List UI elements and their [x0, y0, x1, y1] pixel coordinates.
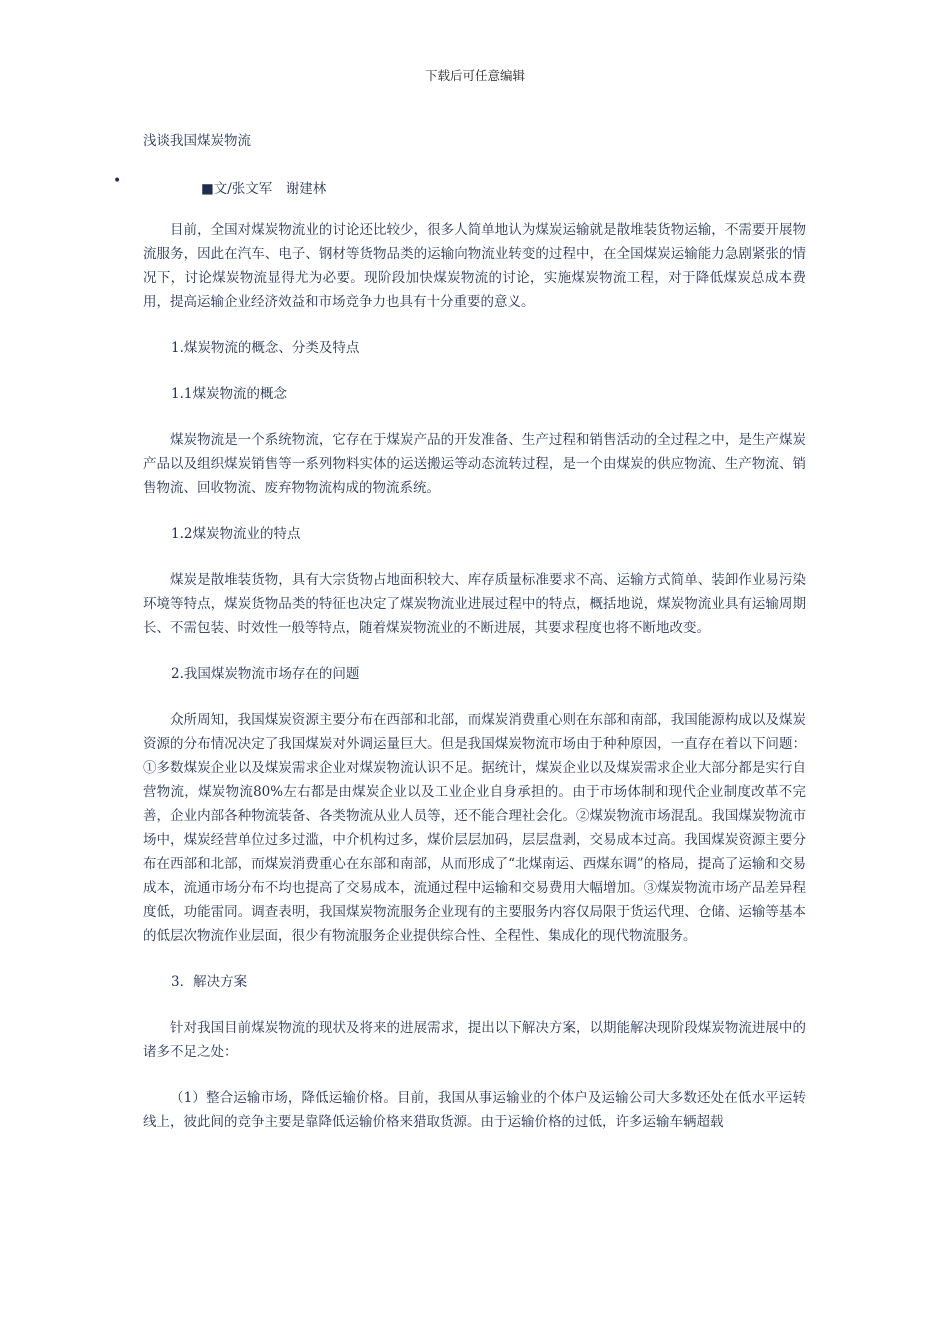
section-heading-1: 1.煤炭物流的概念、分类及特点: [171, 340, 360, 356]
author-line: ■文/张文军 谢建林: [201, 181, 327, 197]
document-title: 浅谈我国煤炭物流: [143, 133, 251, 149]
intro-paragraph: 目前，全国对煤炭物流业的讨论还比较少，很多人简单地认为煤炭运输就是散堆装货物运输，不需要开展物流服务，因此在汽车、电子、钢材等货物品类的运输向物流业转变的过程中，在全国煤炭运输能力急剧紧张的情况下，讨论煤炭物流显得尤为必要。现阶段加快煤炭物流的讨论，实施煤炭物流工程，对于降低煤炭总成本费用，提高运输企业经济效益和市场竞争力也具有十分重要的意义。: [143, 222, 806, 310]
section-heading-2: 2.我国煤炭物流市场存在的问题: [171, 666, 360, 682]
paragraph-1-2: 煤炭是散堆装货物，具有大宗货物占地面积较大、库存质量标准要求不高、运输方式简单、装卸作业易污染环境等特点，煤炭货物品类的特征也决定了煤炭物流业进展过程中的特点，概括地说，煤炭物流业具有运输周期长、不需包装、时效性一般等特点，随着煤炭物流业的不断进展，其要求程度也将不断地改变。: [143, 572, 806, 636]
section-heading-3: 3．解决方案: [171, 974, 248, 990]
paragraph-2: 众所周知，我国煤炭资源主要分布在西部和北部，而煤炭消费重心则在东部和南部，我国能源构成以及煤炭资源的分布情况决定了我国煤炭对外调运量巨大。但是我国煤炭物流市场由于种种原因，一直存在着以下问题：①多数煤炭企业以及煤炭需求企业对煤炭物流认识不足。据统计，煤炭企业以及煤炭需求企业大部分都是实行自营物流，煤炭物流80%左右都是由煤炭企业以及工业企业自身承担的。由于市场体制和现代企业制度改革不完善，企业内部各种物流装备、各类物流从业人员等，还不能合理社会化。②煤炭物流市场混乱。我国煤炭物流市场中，煤炭经营单位过多过滥，中介机构过多，煤价层层加码，层层盘剥，交易成本过高。我国煤炭资源主要分布在西部和北部，而煤炭消费重心在东部和南部，从而形成了“北煤南运、西煤东调”的格局，提高了运输和交易成本，流通市场分布不均也提高了交易成本，流通过程中运输和交易费用大幅增加。③煤炭物流市场产品差异程度低，功能雷同。调查表明，我国煤炭物流服务企业现有的主要服务内容仅局限于货运代理、仓储、运输等基本的低层次物流作业层面，很少有物流服务企业提供综合性、全程性、集成化的现代物流服务。: [143, 712, 806, 944]
section-heading-1-1: 1.1煤炭物流的概念: [171, 386, 287, 402]
bullet-mark: •: [113, 173, 122, 189]
paragraph-3: 针对我国目前煤炭物流的现状及将来的进展需求，提出以下解决方案，以期能解决现阶段煤炭物流进展中的诸多不足之处：: [143, 1020, 806, 1060]
header-note: 下载后可任意编辑: [424, 68, 525, 83]
section-heading-1-2: 1.2煤炭物流业的特点: [171, 526, 301, 542]
paragraph-1-1: 煤炭物流是一个系统物流，它存在于煤炭产品的开发准备、生产过程和销售活动的全过程之中，是生产煤炭产品以及组织煤炭销售等一系列物料实体的运送搬运等动态流转过程，是一个由煤炭的供应物流、生产物流、销售物流、回收物流、废弃物物流构成的物流系统。: [143, 432, 806, 496]
paragraph-3-1: （1）整合运输市场，降低运输价格。目前，我国从事运输业的个体户及运输公司大多数还处在低水平运转线上，彼此间的竞争主要是靠降低运输价格来猎取货源。由于运输价格的过低，许多运输车辆超载: [143, 1090, 806, 1130]
document-body: [143, 218, 806, 1134]
